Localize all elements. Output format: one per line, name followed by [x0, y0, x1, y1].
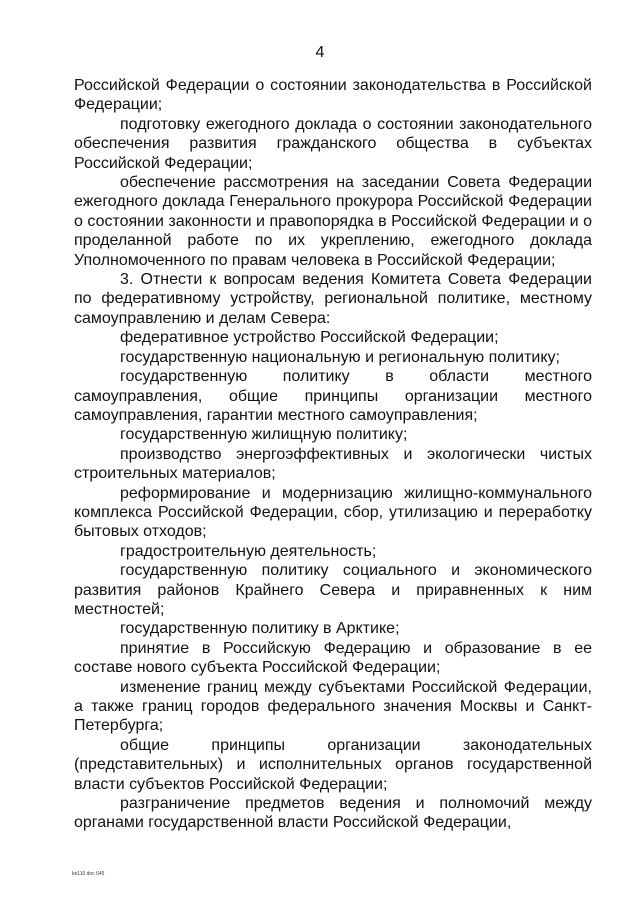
list-item: государственную политику социального и экономического развития районов Крайнего Севера и приравненных к ним местностей; [74, 562, 592, 618]
section-item-3: 3. Отнести к вопросам ведения Комитета Совета Федерации по федеративному устройству, региональной политике, местному самоуправлению и делам Севера: [74, 271, 592, 327]
list-item: градостроительную деятельность; [120, 542, 377, 560]
paragraph-continuation: Российской Федерации о состоянии законодательства в Российской Федерации; [74, 77, 592, 114]
list-item: принятие в Российскую Федерацию и образование в ее составе нового субъекта Российской Федерации; [74, 639, 592, 677]
list-item: государственную национальную и региональную политику; [120, 348, 560, 366]
list-item: государственную жилищную политику; [120, 426, 408, 444]
list-item: государственную политику в области местного самоуправления, общие принципы организации местного самоуправления, гарантии местного самоуправления; [74, 368, 592, 424]
list-item: разграничение предметов ведения и полномочий между органами государственной власти Российской Федерации, [74, 795, 592, 832]
footer-file-code: ke110 doc 645 [72, 871, 105, 877]
list-item: государственную политику в Арктике; [120, 620, 400, 638]
list-item: федеративное устройство Российской Федерации; [120, 329, 499, 347]
paragraph: подготовку ежегодного доклада о состоянии законодательного обеспечения развития гражданского общества в субъектах Российской Федерации; [74, 115, 592, 172]
paragraph: обеспечение рассмотрения на заседании Совета Федерации ежегодного доклада Генерального прокурора Российской Федерации о состоянии законности и правопорядка в Российской Федерации и о проделанной работе по их укреплению, ежегодного доклада Уполномоченного по правам человека в Российской Федерации; [74, 174, 592, 269]
list-item: изменение границ между субъектами Российской Федерации, а также границ городов федерального значения Москвы и Санкт-Петербурга; [74, 678, 592, 735]
page-number: 4 [315, 44, 325, 61]
list-item: производство энергоэффективных и экологически чистых строительных материалов; [74, 445, 592, 483]
list-item: реформирование и модернизацию жилищно-коммунального комплекса Российской Федерации, сбор, утилизацию и переработку бытовых отходов; [74, 484, 592, 541]
document-body [74, 76, 592, 833]
list-item: общие принципы организации законодательных (представительных) и исполнительных органов государственной власти субъектов Российской Федерации; [74, 736, 592, 793]
